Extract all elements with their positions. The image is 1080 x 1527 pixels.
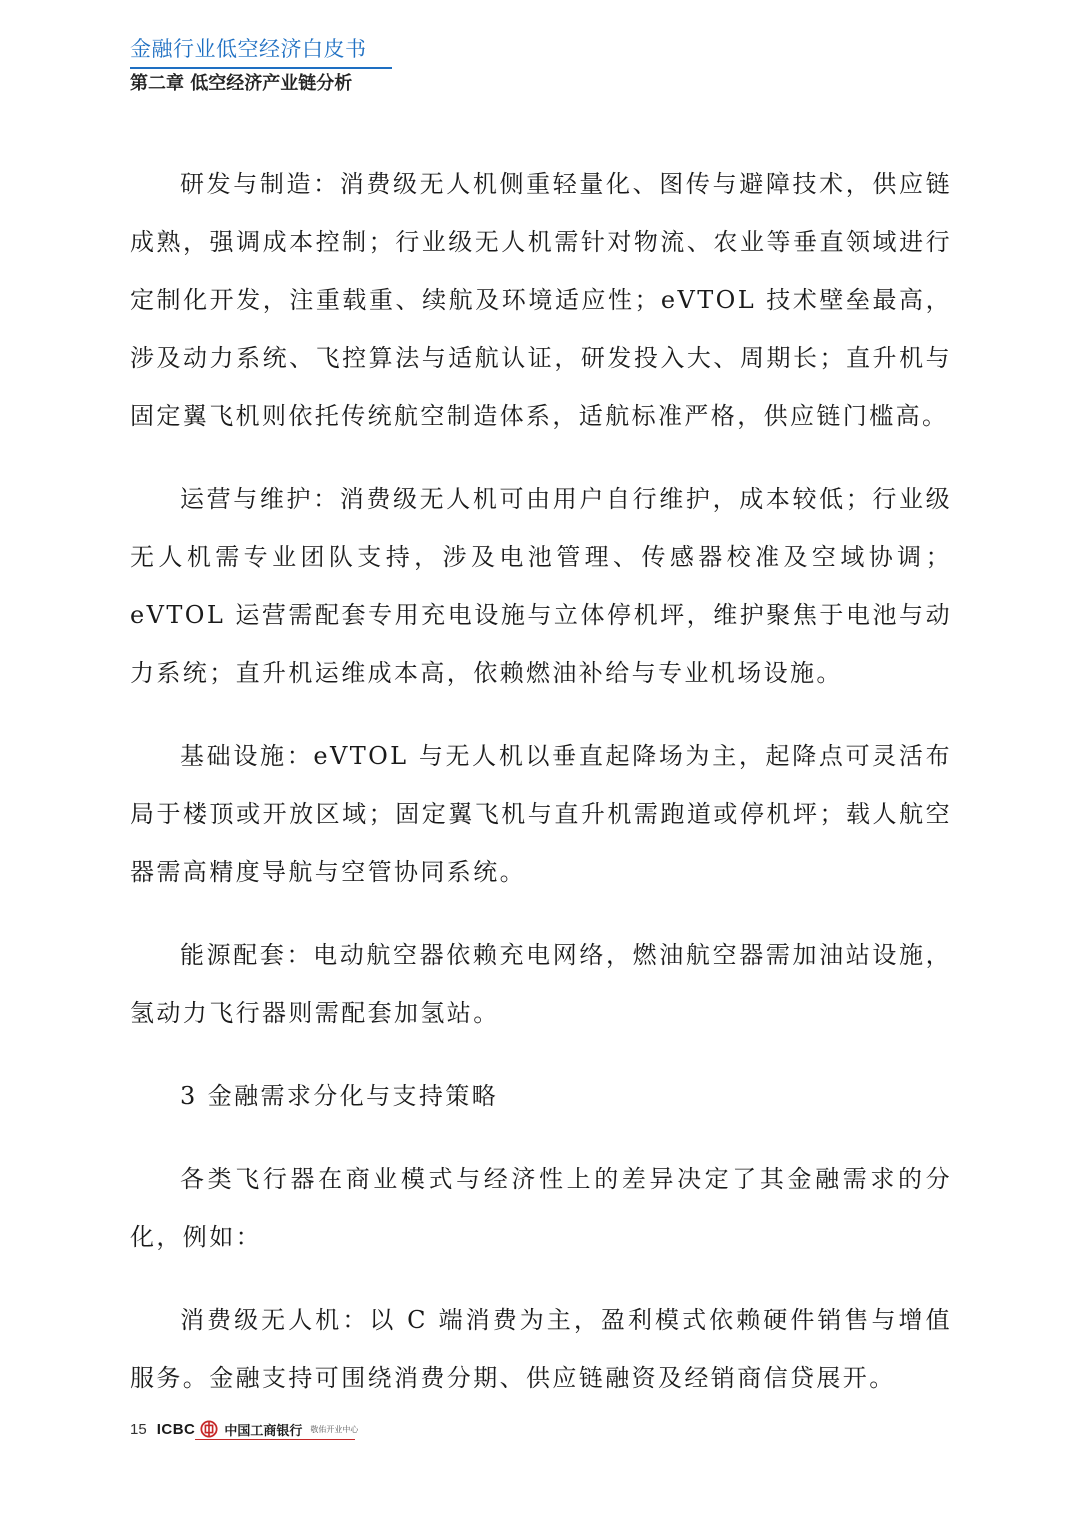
paragraph-consumer-drones: 消费级无人机：以 C 端消费为主，盈利模式依赖硬件销售与增值服务。金融支持可围绕消费分期、供应链融资及经销商信贷展开。 (130, 1306, 952, 1392)
header-divider (130, 67, 392, 69)
document-title: 金融行业低空经济白皮书 (130, 37, 367, 61)
icbc-logo-icon (200, 1420, 218, 1438)
page-header (130, 36, 392, 96)
paragraph-rd-manufacturing: 研发与制造：消费级无人机侧重轻量化、图传与避障技术，供应链成熟，强调成本控制；行业级无人机需针对物流、农业等垂直领域进行定制化开发，注重载重、续航及环境适应性；eVTOL 技术壁垒最高，涉及动力系统、飞控算法与适航认证，研发投入大、周期长；直升机与固定翼飞机则依托传统航空制造体系，适航标准严格，供应链门槛高。 (130, 170, 952, 430)
paragraph-financial-demand: 各类飞行器在商业模式与经济性上的差异决定了其金融需求的分化，例如： (130, 1165, 952, 1251)
footer-divider (195, 1439, 355, 1440)
page-footer (130, 1417, 358, 1441)
paragraph-infrastructure: 基础设施：eVTOL 与无人机以垂直起降场为主，起降点可灵活布局于楼顶或开放区域；固定翼飞机与直升机需跑道或停机坪；载人航空器需高精度导航与空管协同系统。 (130, 742, 952, 886)
section-heading: 3 金融需求分化与支持策略 (180, 1082, 499, 1110)
chapter-title: 第二章 低空经济产业链分析 (130, 73, 353, 94)
page-number: 15 (130, 1420, 147, 1438)
bank-name: 中国工商银行 (224, 1423, 303, 1439)
paragraph-energy-supply: 能源配套：电动航空器依赖充电网络，燃油航空器需加油站设施，氢动力飞行器则需配套加氢站。 (130, 941, 952, 1027)
page-body (130, 155, 952, 1407)
brand-abbreviation: ICBC (156, 1420, 196, 1438)
slogan: 敬佑开业中心 (310, 1424, 359, 1434)
paragraph-operations-maintenance: 运营与维护：消费级无人机可由用户自行维护，成本较低；行业级无人机需专业团队支持，涉及电池管理、传感器校准及空域协调；eVTOL 运营需配套专用充电设施与立体停机坪，维护聚焦于电池与动力系统；直升机运维成本高，依赖燃油补给与专业机场设施。 (130, 485, 952, 687)
